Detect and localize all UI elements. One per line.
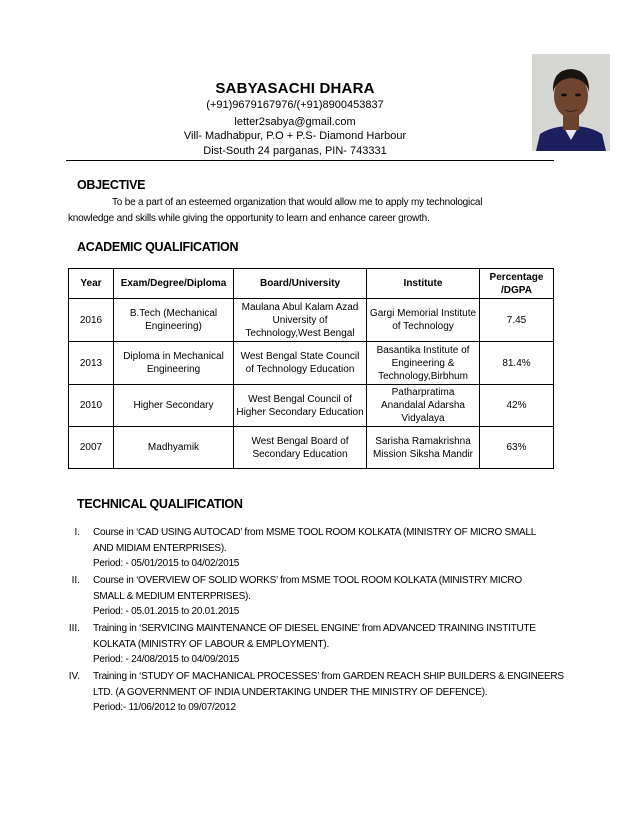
column-header-exam: Exam/Degree/Diploma (114, 269, 234, 299)
cell-year: 2016 (69, 299, 114, 342)
cell-institute: Gargi Memorial Institute of Technology (367, 299, 480, 342)
item-text-line-1: Training in ‘SERVICING MAINTENANCE OF DIESEL ENGINE’ from ADVANCED TRAINING INSTITUTE (93, 623, 536, 634)
item-period: Period: - 05/01/2015 to 04/02/2015 (93, 558, 240, 569)
cell-board: West Bengal State Council of Technology Education (234, 342, 367, 385)
cell-exam: Madhyamik (114, 427, 234, 469)
technical-heading: TECHNICAL QUALIFICATION (77, 497, 243, 511)
column-header-institute: Institute (367, 269, 480, 299)
cell-exam: Higher Secondary (114, 385, 234, 427)
item-number: I. (74, 527, 80, 538)
table-row (69, 299, 554, 342)
table-row (69, 385, 554, 427)
item-period: Period: - 24/08/2015 to 04/09/2015 (93, 654, 240, 665)
cell-score: 42% (480, 385, 554, 427)
academic-table (68, 268, 554, 469)
header-divider (66, 160, 554, 161)
address-line-2: Dist-South 24 parganas, PIN- 743331 (203, 145, 387, 157)
column-header-year: Year (69, 269, 114, 299)
resume-header (0, 0, 638, 160)
item-number: IV. (68, 671, 80, 682)
candidate-name: SABYASACHI DHARA (215, 80, 375, 97)
cell-board: West Bengal Council of Higher Secondary Education (234, 385, 367, 427)
item-text-line-2: SMALL & MEDIUM ENTERPRISES). (93, 591, 251, 602)
objective-text-line-2: knowledge and skills while giving the opportunity to learn and enhance career growth. (68, 213, 430, 224)
item-text-line-2: AND MIDIAM ENTERPRISES). (93, 543, 227, 554)
cell-score: 81.4% (480, 342, 554, 385)
item-number: II. (71, 575, 80, 586)
item-text-line-1: Training in ‘STUDY OF MACHANICAL PROCESSES’ from GARDEN REACH SHIP BUILDERS & ENGINEERS (93, 671, 564, 682)
cell-year: 2013 (69, 342, 114, 385)
table-header-row (69, 269, 554, 299)
item-period: Period:- 11/06/2012 to 09/07/2012 (93, 702, 236, 713)
email-address: letter2sabya@gmail.com (234, 116, 356, 128)
table-row (69, 427, 554, 469)
objective-text-line-1: To be a part of an esteemed organization that would allow me to apply my technological (112, 197, 483, 208)
cell-score: 7.45 (480, 299, 554, 342)
item-text-line-1: Course in ‘CAD USING AUTOCAD’ from MSME TOOL ROOM KOLKATA (MINISTRY OF MICRO SMALL (93, 527, 537, 538)
cell-institute: Patharpratima Anandalal Adarsha Vidyalaya (367, 385, 480, 427)
item-text-line-2: LTD. (A GOVERNMENT OF INDIA UNDERTAKING UNDER THE MINISTRY OF DEFENCE). (93, 687, 488, 698)
item-period: Period: - 05.01.2015 to 20.01.2015 (93, 606, 240, 617)
cell-year: 2007 (69, 427, 114, 469)
cell-board: Maulana Abul Kalam Azad University of Technology,West Bengal (234, 299, 367, 342)
item-text-line-2: KOLKATA (MINISTRY OF LABOUR & EMPLOYMENT). (93, 639, 330, 650)
cell-institute: Sarisha Ramakrishna Mission Siksha Mandir (367, 427, 480, 469)
profile-photo (532, 54, 610, 151)
column-header-percentage: Percentage /DGPA (480, 269, 554, 299)
cell-board: West Bengal Board of Secondary Education (234, 427, 367, 469)
cell-year: 2010 (69, 385, 114, 427)
phone-numbers: (+91)9679167976/(+91)8900453837 (206, 99, 384, 111)
objective-heading: OBJECTIVE (77, 178, 146, 192)
table-row (69, 342, 554, 385)
item-number: III. (68, 623, 80, 634)
cell-exam: Diploma in Mechanical Engineering (114, 342, 234, 385)
cell-score: 63% (480, 427, 554, 469)
academic-heading: ACADEMIC QUALIFICATION (77, 240, 239, 254)
address-line-1: Vill- Madhabpur, P.O + P.S- Diamond Harbour (183, 130, 407, 142)
item-text-line-1: Course in ‘OVERVIEW OF SOLID WORKS’ from MSME TOOL ROOM KOLKATA (MINISTRY MICRO (93, 575, 522, 586)
cell-institute: Basantika Institute of Engineering & Technology,Birbhum (367, 342, 480, 385)
column-header-board: Board/University (234, 269, 367, 299)
cell-exam: B.Tech (Mechanical Engineering) (114, 299, 234, 342)
